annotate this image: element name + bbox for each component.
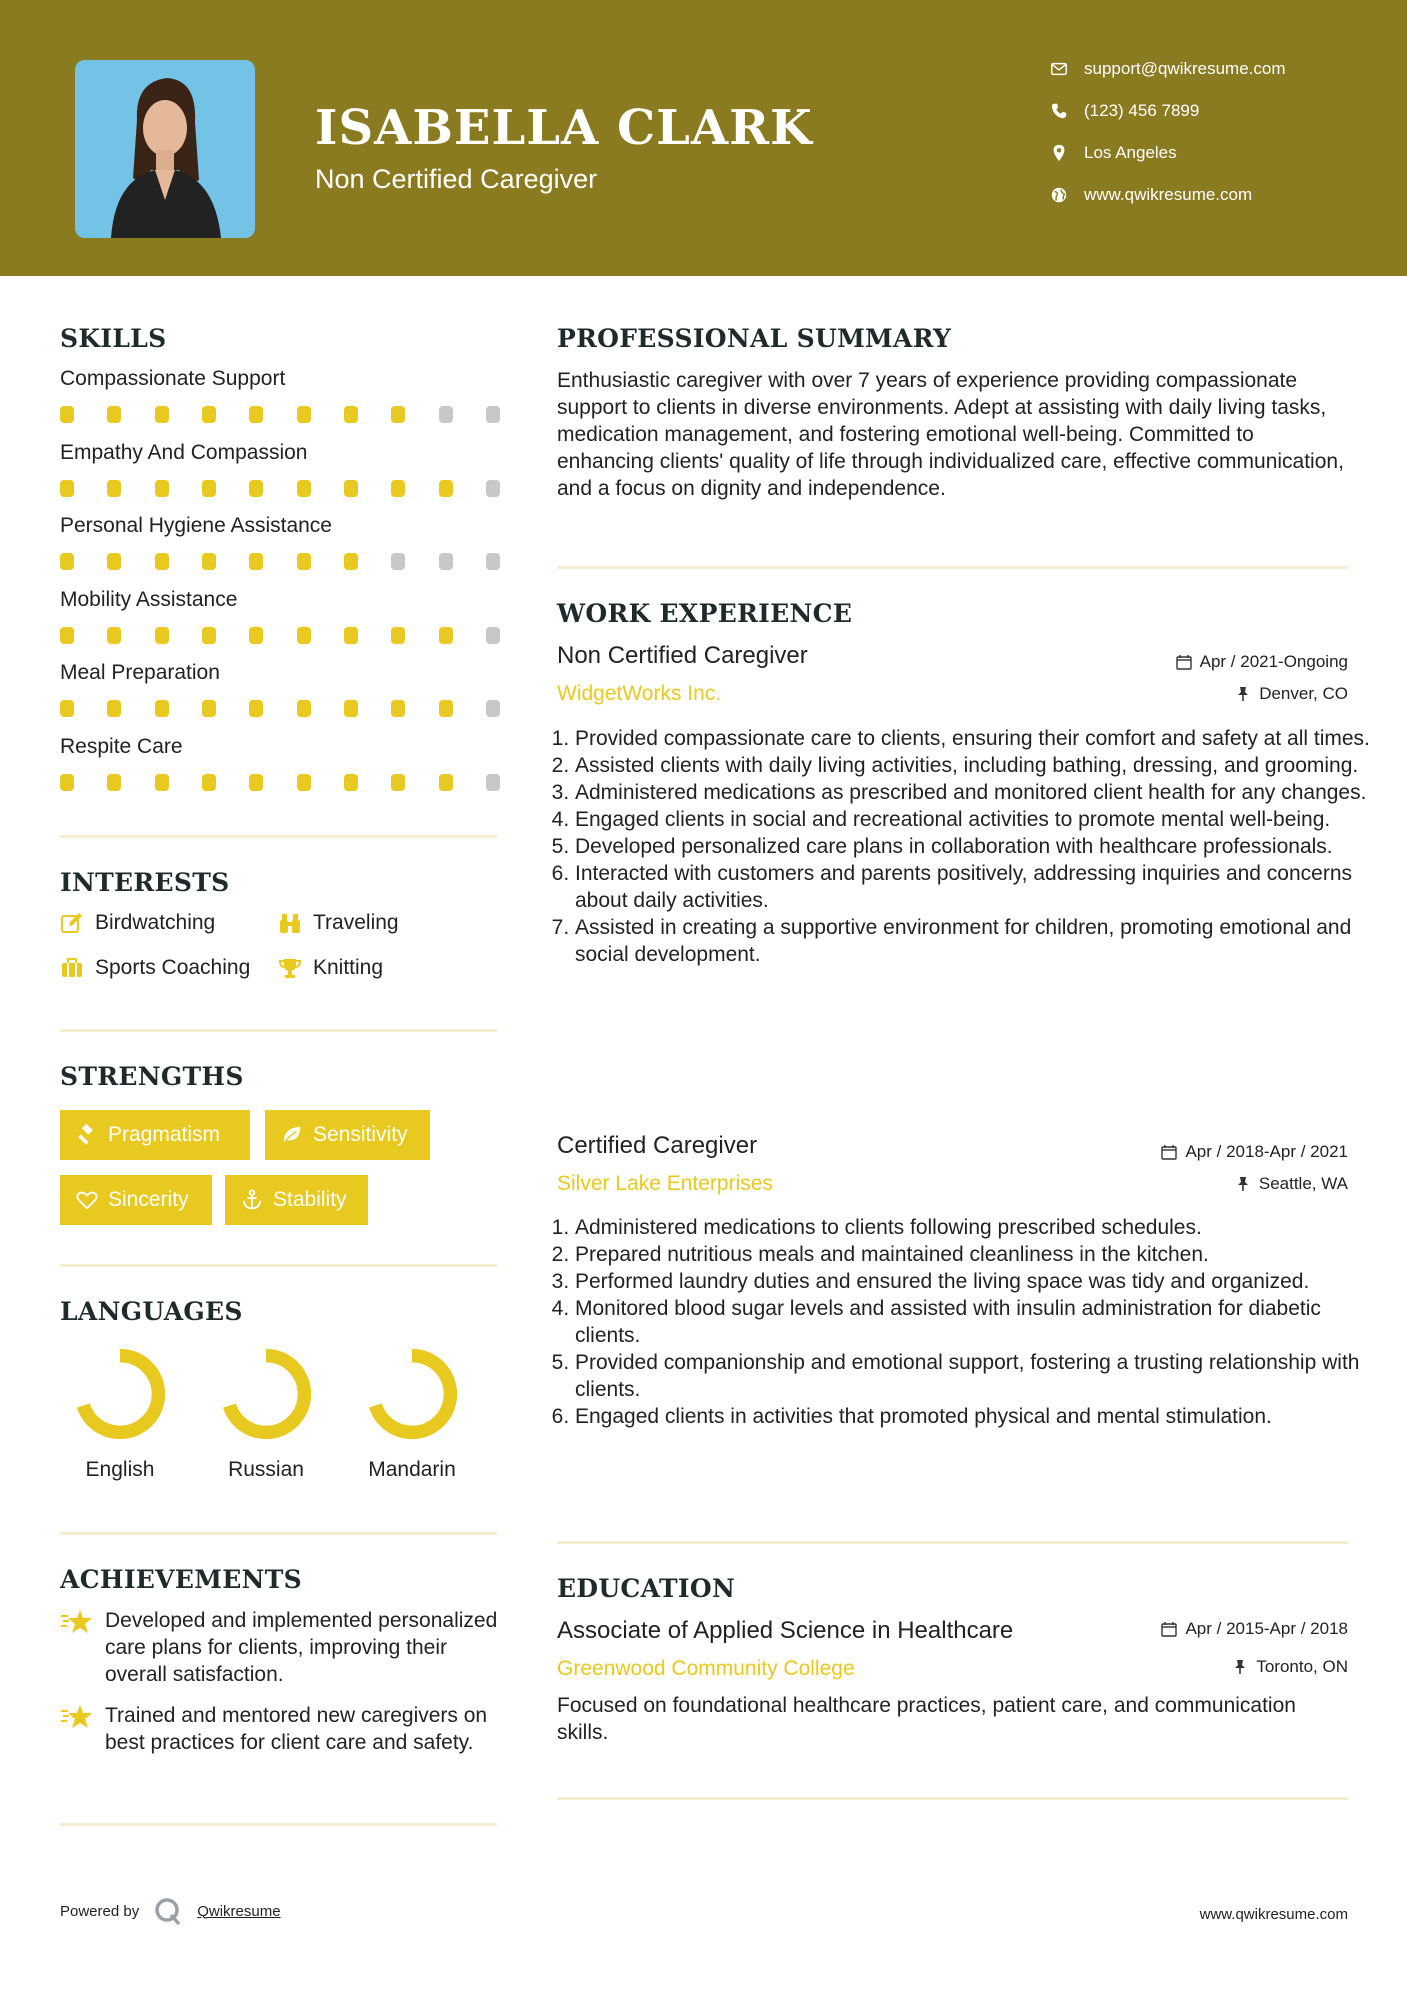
divider — [557, 566, 1348, 569]
contact-location-text: Los Angeles — [1084, 143, 1177, 162]
strengths-heading: STRENGTHS — [60, 1062, 244, 1091]
strength-label: Sensitivity — [313, 1123, 408, 1146]
language-item — [206, 1346, 326, 1482]
skill-dot — [297, 553, 311, 570]
skill-rating — [60, 700, 500, 718]
contact-email[interactable] — [1050, 54, 1380, 84]
skill-dot — [202, 774, 216, 791]
list-item: 2. Prepared nutritious meals and maintained cleanliness in the kitchen. — [575, 1241, 1375, 1268]
skill-name: Compassionate Support — [60, 367, 286, 390]
language-item — [352, 1346, 472, 1482]
star-icon — [60, 1607, 94, 1637]
skill-dot — [249, 700, 263, 717]
skill-dot — [107, 553, 121, 570]
language-ring — [72, 1346, 168, 1442]
skill-dot — [202, 406, 216, 423]
strength-label: Sincerity — [108, 1188, 189, 1211]
job-company: WidgetWorks Inc. — [557, 682, 722, 705]
pencil-square-icon — [60, 911, 84, 935]
strength-tag — [265, 1110, 430, 1160]
interest-label: Traveling — [313, 911, 399, 934]
skill-dot — [249, 627, 263, 644]
skill-name: Mobility Assistance — [60, 587, 238, 611]
language-name: Russian — [228, 1458, 304, 1481]
skill-dot — [202, 627, 216, 644]
skill-dot — [155, 774, 169, 791]
contact-website[interactable] — [1050, 180, 1380, 210]
skill-dot — [155, 627, 169, 644]
strength-label: Stability — [273, 1188, 347, 1211]
skills-heading: SKILLS — [60, 324, 167, 353]
language-ring — [218, 1346, 314, 1442]
skill-dot — [486, 480, 500, 497]
job-role: Non Certified Caregiver — [557, 642, 808, 669]
skill-dot — [486, 406, 500, 423]
job-role: Certified Caregiver — [557, 1132, 758, 1159]
divider — [60, 1029, 497, 1032]
skill-name: Personal Hygiene Assistance — [60, 514, 332, 537]
leaf-icon — [281, 1124, 303, 1146]
language-item — [60, 1346, 180, 1482]
skill-dot — [107, 700, 121, 717]
skill-dot — [344, 627, 358, 644]
skill-dot — [60, 774, 74, 791]
skill-dot — [439, 480, 453, 497]
skill-dot — [107, 774, 121, 791]
skill-dot — [391, 700, 405, 717]
skill-name: Respite Care — [60, 734, 183, 758]
skill-name: Meal Preparation — [60, 661, 220, 684]
divider — [557, 1797, 1348, 1800]
divider — [557, 1541, 1348, 1544]
list-item: 3. Administered medications as prescribed and monitored client health for any changes. — [575, 779, 1375, 806]
profile-photo-image — [75, 60, 255, 238]
skill-dot — [439, 700, 453, 717]
map-pin-icon — [1050, 144, 1068, 162]
skill-dot — [107, 406, 121, 423]
calendar-icon — [1161, 1144, 1177, 1160]
globe-icon — [1050, 186, 1068, 204]
qwikresume-logo-icon — [153, 1896, 183, 1926]
calendar-icon — [1161, 1621, 1177, 1637]
education-description: Focused on foundational healthcare practices, patient care, and communication skills. — [557, 1694, 1296, 1744]
language-name: Mandarin — [368, 1458, 456, 1481]
skill-dot — [486, 774, 500, 791]
skill-dot — [486, 627, 500, 644]
skill-dot — [391, 553, 405, 570]
contact-phone-text: (123) 456 7899 — [1084, 101, 1200, 120]
skill-dot — [107, 480, 121, 497]
gavel-icon — [76, 1124, 98, 1146]
skill-dot — [439, 553, 453, 570]
education-school: Greenwood Community College — [557, 1657, 855, 1680]
education-date-text: Apr / 2015-Apr / 2018 — [1185, 1619, 1348, 1638]
skill-dot — [202, 480, 216, 497]
achievements-heading: ACHIEVEMENTS — [60, 1565, 302, 1594]
skill-dot — [344, 774, 358, 791]
skill-dot — [249, 406, 263, 423]
list-item: 1. Provided compassionate care to clients, ensuring their comfort and safety at all times. — [575, 725, 1375, 752]
skill-rating — [60, 553, 500, 571]
skill-dot — [202, 700, 216, 717]
list-item: 4. Engaged clients in social and recreational activities to promote mental well-being. — [575, 806, 1375, 833]
footer-powered-by — [60, 1896, 281, 1926]
divider — [60, 1264, 497, 1267]
skill-dot — [391, 627, 405, 644]
summary-text: Enthusiastic caregiver with over 7 years of experience providing compassionate support to clients in diverse environments. Adept at assisting with daily living tasks, medication management, and fostering emotional well-being. Committed to enhancing clients' quality of life through individualized care, effective communication, and a focus on dignity and independence. — [557, 369, 1344, 500]
skill-rating — [60, 627, 500, 645]
list-item: 7. Assisted in creating a supportive environment for children, promoting emotional and social development. — [575, 914, 1375, 968]
contact-email-text: support@qwikresume.com — [1084, 59, 1286, 78]
interest-label: Sports Coaching — [95, 956, 251, 979]
interest-label: Knitting — [313, 956, 384, 979]
skill-dot — [155, 553, 169, 570]
skill-dot — [439, 774, 453, 791]
skill-dot — [60, 700, 74, 717]
skill-dot — [297, 700, 311, 717]
achievement-item — [60, 1702, 500, 1756]
education-location — [1232, 1657, 1348, 1677]
job-duties-list — [557, 725, 1375, 968]
achievement-text: Developed and implemented personalized care plans for clients, improving their overall satisfaction. — [105, 1609, 498, 1686]
skill-dot — [391, 774, 405, 791]
divider — [60, 835, 497, 838]
list-item: 6. Engaged clients in activities that promoted physical and mental stimulation. — [575, 1403, 1375, 1430]
anchor-icon — [241, 1189, 263, 1211]
phone-icon — [1050, 102, 1068, 120]
skill-dot — [249, 553, 263, 570]
skill-dot — [344, 553, 358, 570]
education-date — [1161, 1619, 1348, 1639]
strength-label: Pragmatism — [108, 1123, 221, 1146]
interest-item — [60, 911, 215, 935]
skill-rating — [60, 406, 500, 424]
calendar-icon — [1176, 654, 1192, 670]
interest-label: Birdwatching — [95, 911, 216, 934]
skill-rating — [60, 480, 500, 498]
interests-heading: INTERESTS — [60, 868, 230, 897]
binoculars-icon — [278, 911, 302, 935]
candidate-title: Non Certified Caregiver — [315, 164, 598, 194]
language-name: English — [85, 1458, 155, 1481]
divider — [60, 1823, 497, 1826]
job-location-text: Denver, CO — [1259, 684, 1348, 703]
contact-location — [1050, 138, 1380, 168]
skill-dot — [486, 553, 500, 570]
job-date-text: Apr / 2021-Ongoing — [1199, 652, 1348, 671]
interest-item — [278, 911, 399, 935]
job-location-text: Seattle, WA — [1258, 1174, 1348, 1193]
pushpin-icon — [1232, 1659, 1248, 1675]
achievement-item — [60, 1607, 500, 1688]
list-item: 3. Performed laundry duties and ensured the living space was tidy and organized. — [575, 1268, 1375, 1295]
language-ring — [364, 1346, 460, 1442]
pushpin-icon — [1235, 686, 1251, 702]
skill-dot — [155, 480, 169, 497]
skill-dot — [439, 406, 453, 423]
list-item: 2. Assisted clients with daily living activities, including bathing, dressing, and grooming. — [575, 752, 1375, 779]
skill-dot — [60, 627, 74, 644]
heart-icon — [76, 1189, 98, 1211]
skill-dot — [391, 406, 405, 423]
interest-item — [278, 956, 383, 980]
skill-dot — [202, 553, 216, 570]
languages-heading: LANGUAGES — [60, 1297, 243, 1326]
job-date — [1176, 652, 1348, 672]
trophy-icon — [278, 956, 302, 980]
skill-dot — [249, 774, 263, 791]
strength-tag — [225, 1175, 368, 1225]
list-item: 4. Monitored blood sugar levels and assisted with insulin administration for diabetic clients. — [575, 1295, 1375, 1349]
job-company: Silver Lake Enterprises — [557, 1172, 773, 1195]
skill-dot — [391, 480, 405, 497]
skill-dot — [60, 480, 74, 497]
job-duties-list — [557, 1214, 1375, 1430]
list-item: 5. Developed personalized care plans in collaboration with healthcare professionals. — [575, 833, 1375, 860]
job-location — [1235, 1174, 1348, 1194]
education-degree: Associate of Applied Science in Healthcare — [557, 1617, 1014, 1644]
star-icon — [60, 1702, 94, 1732]
list-item: 5. Provided companionship and emotional support, fostering a trusting relationship with clients. — [575, 1349, 1375, 1403]
interest-item — [60, 956, 250, 980]
skill-dot — [344, 700, 358, 717]
qwikresume-link[interactable]: Qwikresume — [197, 1902, 281, 1920]
briefcase-icon — [60, 956, 84, 980]
job-location — [1235, 684, 1348, 704]
skill-dot — [249, 480, 263, 497]
skill-dot — [486, 700, 500, 717]
pushpin-icon — [1235, 1176, 1251, 1192]
strength-tag — [60, 1110, 250, 1160]
contact-website-text: www.qwikresume.com — [1084, 185, 1253, 204]
skill-dot — [344, 480, 358, 497]
skill-dot — [297, 627, 311, 644]
achievement-text: Trained and mentored new caregivers on best practices for client care and safety. — [105, 1704, 488, 1754]
skill-dot — [155, 700, 169, 717]
skill-dot — [107, 627, 121, 644]
skill-dot — [344, 406, 358, 423]
skill-dot — [60, 406, 74, 423]
skill-name: Empathy And Compassion — [60, 440, 308, 464]
job-date-text: Apr / 2018-Apr / 2021 — [1185, 1142, 1348, 1161]
footer-website[interactable]: www.qwikresume.com — [1199, 1906, 1348, 1923]
powered-by-text: Powered by — [60, 1902, 140, 1920]
job-date — [1161, 1142, 1348, 1162]
skill-dot — [439, 627, 453, 644]
skill-dot — [60, 553, 74, 570]
experience-heading: WORK EXPERIENCE — [557, 599, 853, 628]
skill-dot — [297, 774, 311, 791]
skill-dot — [297, 480, 311, 497]
education-location-text: Toronto, ON — [1256, 1657, 1348, 1676]
profile-photo — [75, 60, 255, 238]
education-heading: EDUCATION — [557, 1574, 736, 1603]
candidate-name: ISABELLA CLARK — [315, 100, 813, 156]
header-banner — [0, 0, 1407, 276]
divider — [60, 1532, 497, 1535]
summary-heading: PROFESSIONAL SUMMARY — [557, 324, 952, 353]
list-item: 6. Interacted with customers and parents positively, addressing inquiries and concerns about daily activities. — [575, 860, 1375, 914]
skill-dot — [155, 406, 169, 423]
envelope-icon — [1050, 60, 1068, 78]
contact-phone[interactable] — [1050, 96, 1380, 126]
strength-tag — [60, 1175, 212, 1225]
skill-dot — [297, 406, 311, 423]
skill-rating — [60, 774, 500, 792]
list-item: 1. Administered medications to clients following prescribed schedules. — [575, 1214, 1375, 1241]
